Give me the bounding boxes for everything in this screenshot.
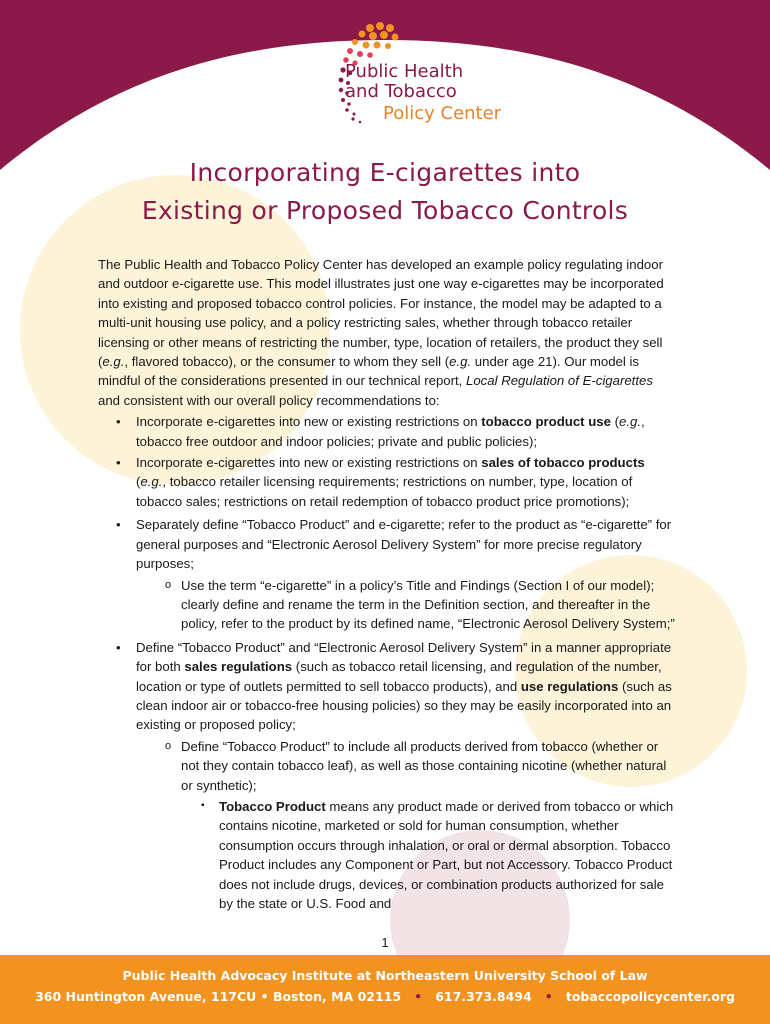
text: e.g. [619,414,642,430]
text: e.g. [449,354,472,370]
text: Tobacco Product [219,798,326,814]
footer-address: 360 Huntington Avenue, 117CU • Boston, MA 02115 [35,989,402,1004]
text: e.g. [140,474,163,490]
text: sales regulations [184,659,293,675]
text: tobacco product use [481,414,611,430]
circle-bullet-icon: o [165,739,172,752]
bullet-icon: • [116,414,121,430]
text: means any product made or derived from tobacco or which contains nicotine, marketed or sold for human consumption, whether consumption occurs through inhalation, or oral or dermal absorption. Tobacco Product includes any Component or Part, but not Accessory. Tobacco Product does not include drugs, devices, or combination products authorized for sale by the state or U.S. Food and [219,798,674,911]
title-line-2: Existing or Proposed Tobacco Controls [141,196,629,225]
list-item [98,515,678,633]
text: sales of tobacco products [481,455,645,471]
text: , tobacco free outdoor and indoor policies; private and public policies); [136,414,645,449]
text: (such as clean indoor air or tobacco-free housing policies) so they may be easily incorporated into an existing or proposed policy; [136,678,672,733]
sub-list [136,576,678,634]
list-item [136,737,678,914]
text: , tobacco retailer licensing requirements; restrictions on number, type, location of tobacco sales; restrictions on retail redemption of tobacco product price promotions); [136,474,633,509]
sub-sub-list [181,797,678,913]
text: e.g. [102,354,125,370]
footer-contact [0,989,770,1004]
square-bullet-icon: ▪ [201,799,205,811]
text: use regulations [520,678,619,694]
logo-line: Policy Center [383,103,502,124]
list-item [181,797,678,913]
text: Use the term “e-cigarette” in a policy’s Title and Findings (Section I of our model); clearly define and rename the term in the Definition section, and thereafter in the policy, refer to the product by its defined name, “Electronic Aerosol Delivery System;” [181,577,675,632]
text: Incorporate e-cigarettes into new or existing restrictions on [136,455,482,471]
report-title: Local Regulation of E-cigarettes [466,373,653,389]
document-body [98,255,678,913]
intro-paragraph [98,255,678,410]
list-item [136,576,678,634]
footer-institute: Public Health Advocacy Institute at Northeastern University School of Law [122,968,648,983]
text: (such as tobacco retail licensing, and regulation of the number, location or type of outlets permitted to sell tobacco products), and [136,659,662,694]
text: ( [610,414,620,430]
page-number: 1 [381,935,389,950]
sub-list [136,737,678,914]
logo-line: Public Health [345,61,464,82]
list-item [98,453,678,511]
text: Define “Tobacco Product” and “Electronic Aerosol Delivery System” in a manner appropriate for both [136,639,672,675]
text: Separately define “Tobacco Product” and e-cigarette; refer to the product as “e-cigarette” for general purposes and “Electronic Aerosol Delivery System” for more precise regulatory purposes; [136,517,672,572]
bullet-icon: • [116,517,121,533]
footer-website[interactable]: tobaccopolicycenter.org [565,989,735,1004]
page-title [0,154,770,230]
footer [0,955,770,1024]
text: Incorporate e-cigarettes into new or existing restrictions on [136,414,482,430]
recommendation-list [98,412,678,913]
footer-phone: 617.373.8494 [435,989,532,1004]
footer-separator: • [414,989,423,1004]
text: and consistent with our overall policy recommendations to: [98,392,440,408]
logo-line: and Tobacco [345,81,457,102]
bullet-icon: • [116,639,121,655]
text: under age 21). Our model is mindful of the considerations presented in our technical report, [98,354,639,389]
text: Define “Tobacco Product” to include all products derived from tobacco (whether or not they contain tobacco leaf), as well as those containing nicotine (whether natural or synthetic); [181,738,667,793]
list-item [98,638,678,914]
logo-wordmark [345,62,501,124]
circle-bullet-icon: o [165,578,172,591]
text: ( [136,474,141,490]
text: , flavored tobacco), or the consumer to whom they sell ( [124,354,450,370]
list-item [98,412,678,451]
bullet-icon: • [116,455,121,471]
title-line-1: Incorporating E-cigarettes into [189,158,581,187]
text: The Public Health and Tobacco Policy Center has developed an example policy regulating indoor and outdoor e-cigarette use. This model illustrates just one way e-cigarettes may be incorporated into existing and proposed tobacco control policies. For instance, the model may be adapted to a multi-unit housing use policy, and a policy restricting sales, whether through tobacco retailer licensing or other means of restricting the number, type, location of retailers, the product they sell ( [98,257,664,370]
footer-separator: • [544,989,553,1004]
